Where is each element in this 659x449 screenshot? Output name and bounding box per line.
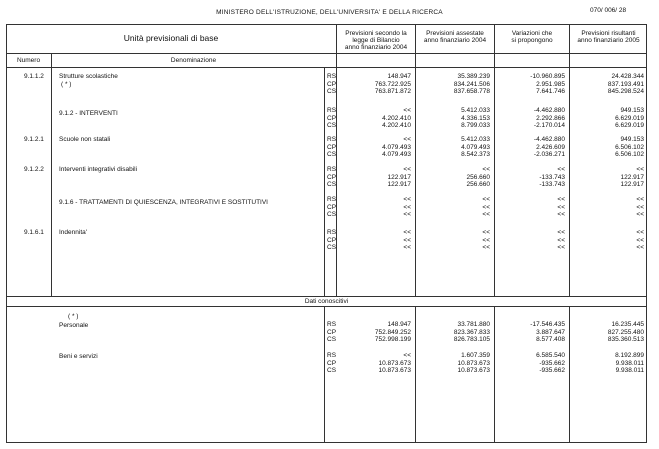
value-cell: 16.235.445 <box>611 321 644 328</box>
value-cell: << <box>557 229 565 236</box>
col4-heading-line1: Previsioni risultanti <box>581 30 636 37</box>
value-cell: << <box>403 211 411 218</box>
dati-title: Dati conoscitivi <box>304 298 349 305</box>
value-cell: 122.917 <box>620 181 644 188</box>
value-cell: << <box>557 244 565 251</box>
value-cell: -10.960.895 <box>530 73 565 80</box>
value-cell: -935.662 <box>539 359 565 367</box>
value-cell: 752.998.199 <box>374 336 411 343</box>
value-cell: << <box>636 236 644 244</box>
row-number: 9.1.1.2 <box>24 73 44 80</box>
kind-label-rs: RS <box>327 229 337 236</box>
value-cell: 752.849.252 <box>374 328 411 336</box>
col1-heading-line2: legge di Bilancio <box>352 37 400 44</box>
kind-label-cs: CS <box>327 211 337 218</box>
value-cell: << <box>636 166 644 173</box>
row-label: Indennita' <box>59 229 87 236</box>
value-cell: 8.577.408 <box>536 336 565 343</box>
col-divider-num <box>51 54 52 296</box>
kind-label-rs: RS <box>327 196 337 203</box>
value-cell: 6.629.019 <box>615 122 644 129</box>
value-cell: 6.506.102 <box>615 143 644 151</box>
value-cell: -2.170.014 <box>533 122 565 129</box>
value-cell: << <box>557 211 565 218</box>
dati-col-kind <box>324 306 325 443</box>
value-cell: << <box>403 352 411 359</box>
value-cell: << <box>636 229 644 236</box>
value-cell: << <box>482 244 490 251</box>
col-divider-kind <box>324 67 325 296</box>
kind-label-cp: CP <box>327 328 337 336</box>
value-cell: << <box>557 166 565 173</box>
value-cell: << <box>636 211 644 218</box>
kind-label-rs: RS <box>327 136 337 143</box>
row-number: 9.1.6.1 <box>24 229 44 236</box>
value-cell: 148.947 <box>387 73 411 80</box>
kind-label-cp: CP <box>327 143 337 151</box>
value-cell: 10.873.673 <box>457 359 490 367</box>
kind-label-rs: RS <box>327 107 337 114</box>
value-cell: << <box>482 229 490 236</box>
value-cell: 122.917 <box>387 173 411 181</box>
kind-label-cp: CP <box>327 203 337 211</box>
value-cell: << <box>482 166 490 173</box>
kind-label-cs: CS <box>327 367 337 374</box>
value-cell: 10.873.673 <box>378 367 411 374</box>
value-cell: 8.799.033 <box>461 122 490 129</box>
value-cell: 6.585.540 <box>536 352 565 359</box>
col-divider-4 <box>569 24 570 296</box>
denominazione-heading: Denominazione <box>170 57 217 64</box>
value-cell: << <box>403 203 411 211</box>
value-cell: << <box>636 203 644 211</box>
value-cell: 1.607.359 <box>461 352 490 359</box>
row-label: Interventi integrativi disabili <box>59 166 138 173</box>
value-cell: 834.241.506 <box>453 80 490 88</box>
value-cell: 10.873.673 <box>457 367 490 374</box>
value-cell: 256.660 <box>466 173 490 181</box>
value-cell: 4.336.153 <box>461 114 490 122</box>
col-divider-1 <box>336 24 337 296</box>
col-divider-2 <box>415 24 416 296</box>
value-cell: << <box>636 244 644 251</box>
value-cell: << <box>403 107 411 114</box>
value-cell: 837.658.778 <box>453 88 490 95</box>
row-label: 9.1.2 - INTERVENTI <box>59 110 118 117</box>
header-bottom-rule <box>6 67 647 68</box>
row-note: ( * ) <box>61 81 72 88</box>
kind-label-cp: CP <box>327 80 337 88</box>
value-cell: << <box>403 244 411 251</box>
dati-row-label: Beni e servizi <box>59 353 98 360</box>
dati-bottom-rule <box>6 306 647 307</box>
value-cell: << <box>557 236 565 244</box>
value-cell: << <box>403 196 411 203</box>
value-cell: << <box>636 196 644 203</box>
value-cell: 2.426.609 <box>536 143 565 151</box>
col1-heading <box>337 30 415 51</box>
row-label: 9.1.6 - TRATTAMENTI DI QUIESCENZA, INTEGRATIVI E SOSTITUTIVI <box>59 199 268 206</box>
value-cell: -4.462.880 <box>533 107 565 114</box>
value-cell: 4.079.493 <box>382 143 411 151</box>
value-cell: << <box>482 196 490 203</box>
value-cell: 148.947 <box>387 321 411 328</box>
value-cell: 5.412.033 <box>461 136 490 143</box>
row-label: Scuole non statali <box>59 136 111 143</box>
col3-heading-line1: Variazioni che <box>511 30 553 37</box>
unita-heading: Unità previsionali di base <box>123 33 219 43</box>
kind-label-cs: CS <box>327 181 337 188</box>
value-cell: << <box>557 196 565 203</box>
value-cell: 835.360.513 <box>607 336 644 343</box>
value-cell: 837.193.491 <box>607 80 644 88</box>
col2-heading-line2: anno finanziario 2004 <box>423 37 487 44</box>
value-cell: << <box>403 229 411 236</box>
value-cell: 827.255.480 <box>607 328 644 336</box>
value-cell: 9.938.011 <box>615 359 644 367</box>
value-cell: -935.662 <box>539 367 565 374</box>
col2-heading <box>416 30 494 44</box>
value-cell: 4.079.493 <box>382 151 411 158</box>
kind-label-rs: RS <box>327 321 337 328</box>
value-cell: << <box>403 166 411 173</box>
value-cell: 949.153 <box>620 107 644 114</box>
value-cell: -133.743 <box>539 181 565 188</box>
value-cell: 6.506.102 <box>615 151 644 158</box>
value-cell: 24.428.344 <box>611 73 644 80</box>
value-cell: 4.202.410 <box>382 122 411 129</box>
dati-row-label: Personale <box>59 322 89 329</box>
kind-label-rs: RS <box>327 73 337 80</box>
value-cell: 122.917 <box>387 181 411 188</box>
value-cell: 9.938.011 <box>615 367 644 374</box>
value-cell: 826.783.105 <box>453 336 490 343</box>
value-cell: << <box>403 236 411 244</box>
value-cell: 7.641.746 <box>536 88 565 95</box>
row-label: Strutture scolastiche <box>59 73 118 80</box>
kind-label-cp: CP <box>327 173 337 181</box>
value-cell: 949.153 <box>620 136 644 143</box>
kind-label-cp: CP <box>327 114 337 122</box>
value-cell: 763.722.925 <box>374 80 411 88</box>
value-cell: 5.412.033 <box>461 107 490 114</box>
kind-label-cs: CS <box>327 122 337 129</box>
row-number: 9.1.2.1 <box>24 136 44 143</box>
col1-heading-line1: Previsioni secondo la <box>345 30 407 37</box>
value-cell: -2.036.271 <box>533 151 565 158</box>
value-cell: 35.389.239 <box>457 73 490 80</box>
value-cell: 8.542.373 <box>461 151 490 158</box>
value-cell: 4.202.410 <box>382 114 411 122</box>
kind-label-cs: CS <box>327 336 337 343</box>
value-cell: 2.951.985 <box>536 80 565 88</box>
dati-top-rule <box>6 296 647 297</box>
value-cell: 6.629.019 <box>615 114 644 122</box>
value-cell: 3.887.647 <box>536 328 565 336</box>
kind-label-cp: CP <box>327 359 337 367</box>
value-cell: 256.660 <box>466 181 490 188</box>
value-cell: 4.079.493 <box>461 143 490 151</box>
value-cell: -133.743 <box>539 173 565 181</box>
value-cell: -4.462.880 <box>533 136 565 143</box>
kind-label-rs: RS <box>327 352 337 359</box>
kind-label-cs: CS <box>327 88 337 95</box>
kind-label-cs: CS <box>327 151 337 158</box>
value-cell: 845.298.524 <box>607 88 644 95</box>
value-cell: 763.871.872 <box>374 88 411 95</box>
numero-heading: Numero <box>16 57 41 64</box>
col3-heading <box>495 30 569 44</box>
value-cell: << <box>482 211 490 218</box>
value-cell: -17.546.435 <box>530 321 565 328</box>
col3-heading-line2: si propongono <box>511 37 553 44</box>
value-cell: 823.367.833 <box>453 328 490 336</box>
value-cell: << <box>482 236 490 244</box>
value-cell: << <box>403 136 411 143</box>
value-cell: 8.192.899 <box>615 352 644 359</box>
col-divider-3 <box>494 24 495 296</box>
value-cell: << <box>482 203 490 211</box>
value-cell: 122.917 <box>620 173 644 181</box>
kind-label-cp: CP <box>327 236 337 244</box>
row-number: 9.1.2.2 <box>24 166 44 173</box>
kind-label-cs: CS <box>327 244 337 251</box>
value-cell: 2.292.866 <box>536 114 565 122</box>
header-divider <box>6 53 647 54</box>
value-cell: 10.873.673 <box>378 359 411 367</box>
col2-heading-line1: Previsioni assestate <box>426 30 484 37</box>
col4-heading <box>570 30 647 44</box>
col4-heading-line2: anno finanziario 2005 <box>577 37 640 44</box>
dati-note: ( * ) <box>68 313 79 320</box>
page-code: 070/ 006/ 28 <box>590 7 627 14</box>
value-cell: 33.781.880 <box>457 321 490 328</box>
col1-heading-line3: anno finanziario 2004 <box>344 44 408 51</box>
value-cell: << <box>557 203 565 211</box>
ministry-title: MINISTERO DELL'ISTRUZIONE, DELL'UNIVERSITA' E DELLA RICERCA <box>216 9 443 16</box>
kind-label-rs: RS <box>327 166 337 173</box>
